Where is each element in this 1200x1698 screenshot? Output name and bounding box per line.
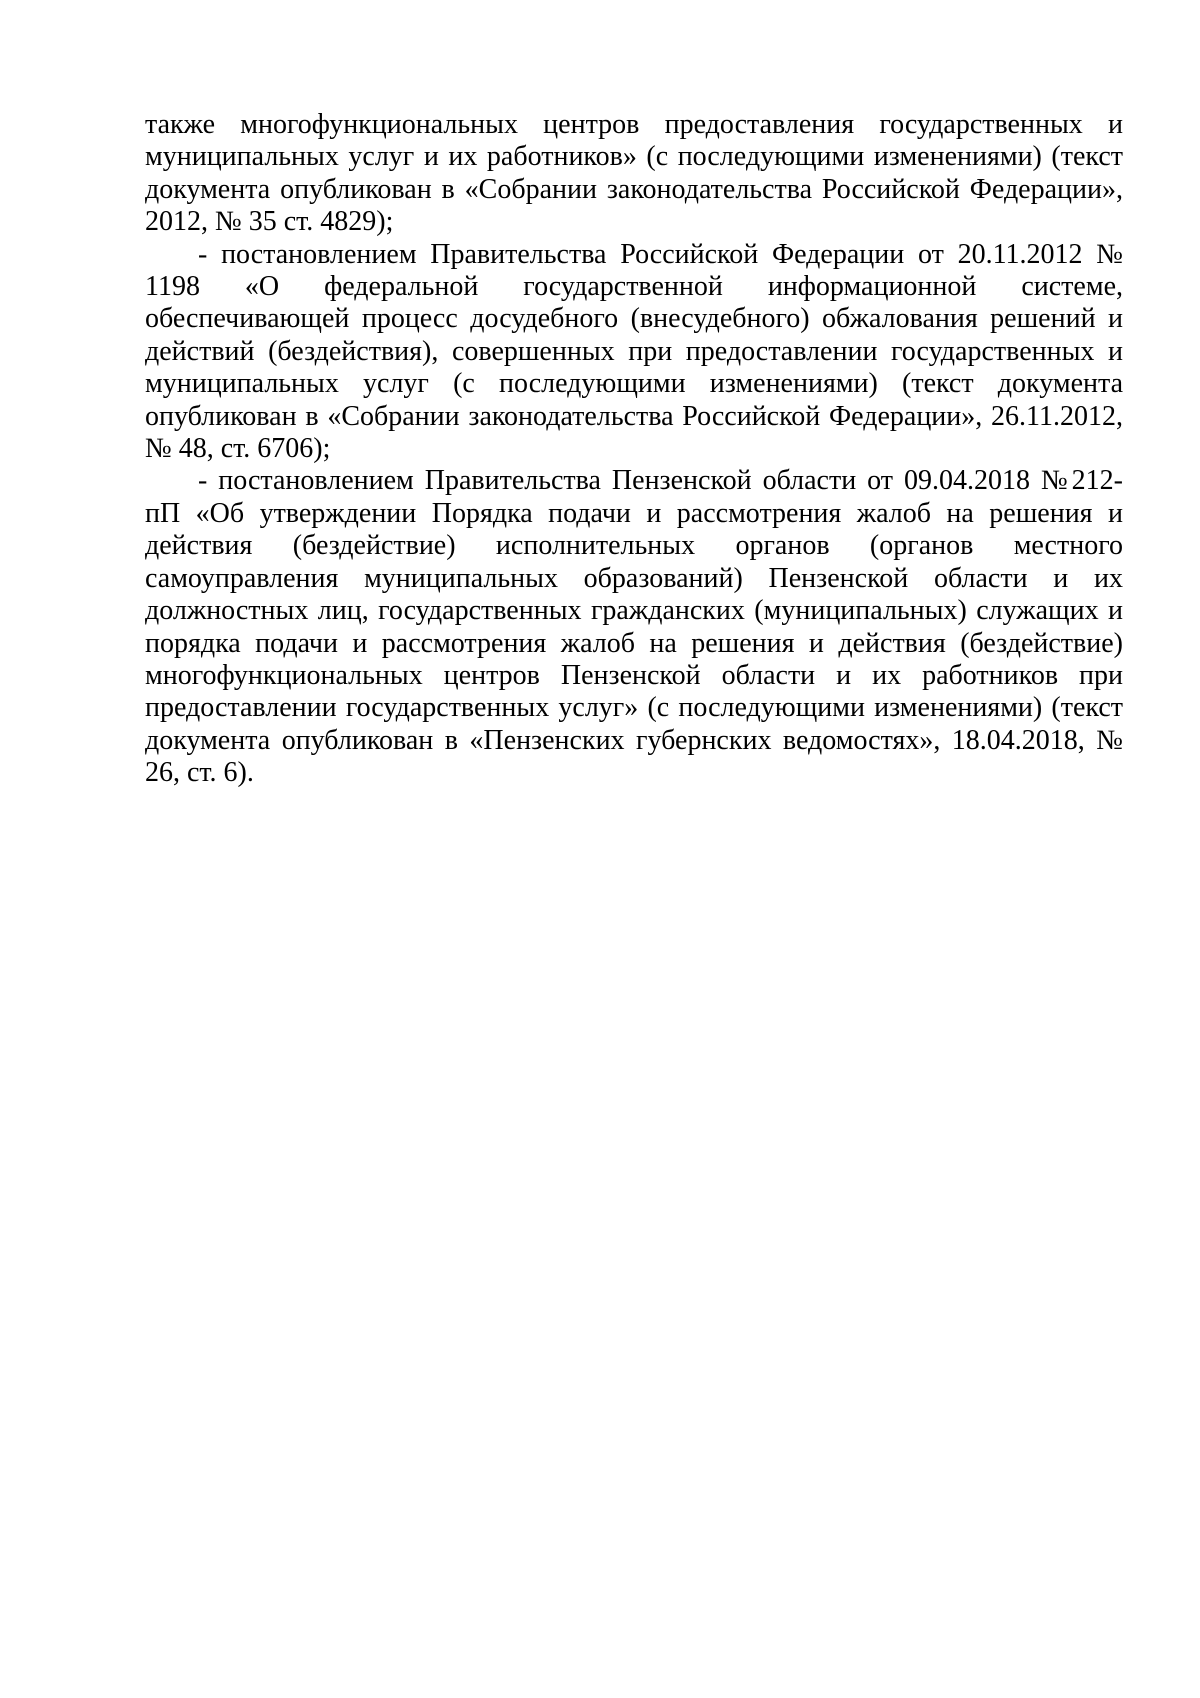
- paragraph-continuation: также многофункциональных центров предоставления государственных и муниципальных услуг и их работников» (с последующими изменениями) (текст документа опубликован в «Собрании законодательства Российской Федерации», 2012, № 35 ст. 4829);: [145, 109, 1123, 238]
- document-body: [145, 109, 1123, 790]
- paragraph-resolution-1198: - постановлением Правительства Российской Федерации от 20.11.2012 № 1198 «О федеральной государственной информационной системе, обеспечивающей процесс досудебного (внесудебного) обжалования решений и действий (бездействия), совершенных при предоставлении государственных и муниципальных услуг (с последующими изменениями) (текст документа опубликован в «Собрании законодательства Российской Федерации», 26.11.2012, № 48, ст. 6706);: [145, 238, 1123, 465]
- paragraph-resolution-212-pp: - постановлением Правительства Пензенской области от 09.04.2018 №212-пП «Об утверждении Порядка подачи и рассмотрения жалоб на решения и действия (бездействие) исполнительных органов (органов местного самоуправления муниципальных образований) Пензенской области и их должностных лиц, государственных гражданских (муниципальных) служащих и порядка подачи и рассмотрения жалоб на решения и действия (бездействие) многофункциональных центров Пензенской области и их работников при предоставлении государственных услуг» (с последующими изменениями) (текст документа опубликован в «Пензенских губернских ведомостях», 18.04.2018, № 26, ст. 6).: [145, 465, 1123, 789]
